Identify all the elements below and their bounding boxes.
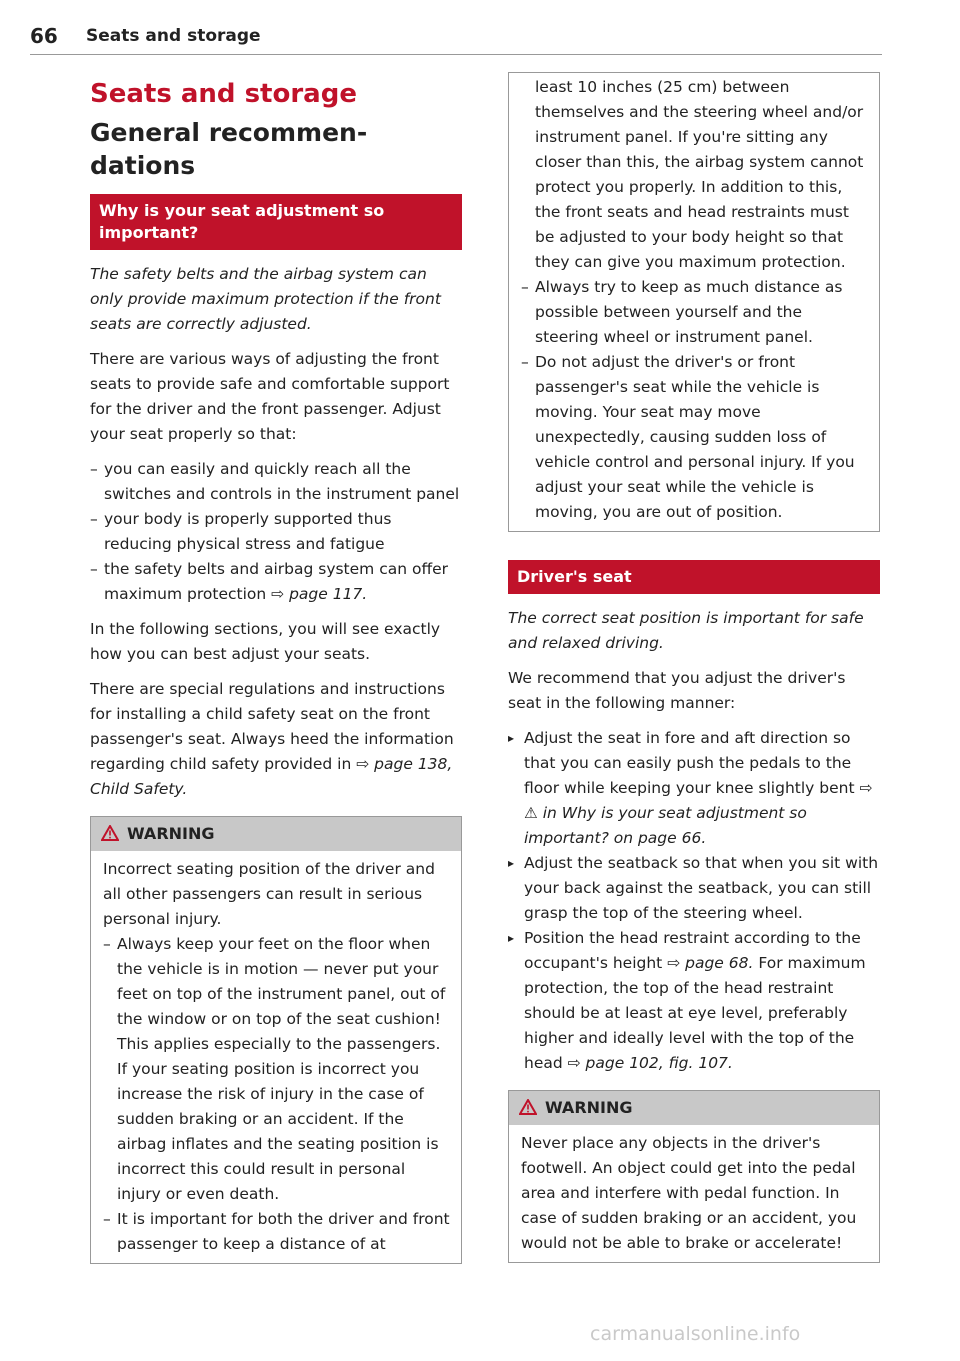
section-title: Seats and storage (90, 79, 357, 109)
list-item (90, 557, 462, 607)
page-reference-link[interactable]: ⇨ page 117. (271, 585, 368, 603)
warning-triangle-icon (101, 825, 119, 841)
page-header (30, 22, 882, 55)
warning-text: Incorrect seating position of the driver and all other passengers can result in serious personal injury. (103, 860, 435, 928)
page-number: 66 (30, 24, 58, 48)
list-item: – Always try to keep as much distance as possible between yourself and the steering wheel or instrument panel. (521, 275, 869, 350)
list-item: – Do not adjust the driver's or front passenger's seat while the vehicle is moving. Your seat may move unexpectedly, causing sudden loss of vehicle control and personal injury. If you adjust your seat while the vehicle is moving, you are out of position. (521, 350, 869, 525)
page-reference-link[interactable]: ⇨ page 68. (667, 954, 754, 972)
warning-box (508, 1090, 880, 1263)
figure-reference-link[interactable]: ⇨ page 102, fig. 107. (567, 1054, 733, 1072)
list-item: – you can easily and quickly reach all the switches and controls in the instrument panel (90, 457, 462, 507)
list-item-text: the safety belts and airbag system can offer maximum protection (104, 560, 449, 603)
step-item (508, 926, 880, 1076)
step-text: Adjust the seat in fore and aft direction so that you can easily push the pedals to the floor while keeping your knee slightly bent (524, 729, 855, 797)
warning-box-continued (508, 72, 880, 532)
warning-title: WARNING (545, 1098, 633, 1117)
warning-box (90, 816, 462, 1264)
adjust-reasons-list (90, 457, 462, 607)
warning-header (91, 817, 461, 851)
step-item: ▸ Adjust the seatback so that when you sit with your back against the seatback, you can still grasp the top of the steering wheel. (508, 851, 880, 926)
topic-intro: The safety belts and the airbag system can only provide maximum protection if the front seats are correctly adjusted. (90, 265, 441, 333)
warning-text: Never place any objects in the driver's footwell. An object could get into the pedal area and interfere with pedal function. In case of sudden braking or an accident, you would not be able to brake or accelerate! (521, 1134, 857, 1252)
warning-list (103, 932, 451, 1257)
adjustment-steps-list (508, 726, 880, 1076)
warning-header (509, 1091, 879, 1125)
step-text: Position the head restraint according to the occupant's height (524, 929, 861, 972)
topic-intro: The correct seat position is important for safe and relaxed driving. (508, 609, 864, 652)
paragraph: In the following sections, you will see exactly how you can best adjust your seats. (90, 620, 441, 663)
paragraph: There are various ways of adjusting the front seats to provide safe and comfortable support for the driver and the front passenger. Adjust your seat properly so that: (90, 350, 450, 443)
left-column (90, 74, 462, 1264)
subsection-title: General recommen-dations (90, 118, 368, 180)
warning-body (91, 851, 461, 1263)
warning-triangle-icon (519, 1099, 537, 1115)
paragraph: We recommend that you adjust the driver's seat in the following manner: (508, 669, 846, 712)
topic-heading-drivers-seat: Driver's seat (508, 560, 880, 594)
warning-title: WARNING (127, 824, 215, 843)
step-item (508, 726, 880, 851)
right-column (508, 72, 880, 1263)
step-text: For maximum protection, the top of the head restraint should be at least at eye level, preferably higher and ideally level with the top of the head (524, 954, 866, 1072)
list-item: – Always keep your feet on the floor when the vehicle is in motion — never put your feet on top of the instrument panel, out of the window or on top of the seat cushion! This applies especially to the passengers. If your seating position is incorrect you increase the risk of injury in the case of sudden braking or an accident. If the airbag inflates and the seating position is incorrect this could result in personal injury or even death. (103, 932, 451, 1207)
warning-body (509, 1125, 879, 1262)
running-title: Seats and storage (86, 26, 261, 46)
warning-list (521, 275, 869, 525)
warning-reference-link[interactable]: ⇨ ⚠ in Why is your seat adjustment so important? on page 66. (524, 779, 873, 847)
topic-heading-seat-adjustment: Why is your seat adjustment so important? (90, 194, 462, 250)
paragraph (90, 677, 462, 802)
child-safety-link[interactable]: ⇨ page 138, Child Safety. (90, 755, 453, 798)
list-item: – your body is properly supported thus reducing physical stress and fatigue (90, 507, 462, 557)
paragraph-text: There are special regulations and instructions for installing a child safety seat on the front passenger's seat. Always heed the information regarding child safety provided in (90, 680, 454, 773)
watermark: carmanualsonline.info (590, 1323, 801, 1345)
list-item: – It is important for both the driver and front passenger to keep a distance of at (103, 1207, 451, 1257)
warning-continuation-text: least 10 inches (25 cm) between themselves and the steering wheel and/or instrument panel. If you're sitting any closer than this, the airbag system cannot protect you properly. In addition to this, the front seats and head restraints must be adjusted to your body height so that they can give you maximum protection. (535, 78, 864, 271)
